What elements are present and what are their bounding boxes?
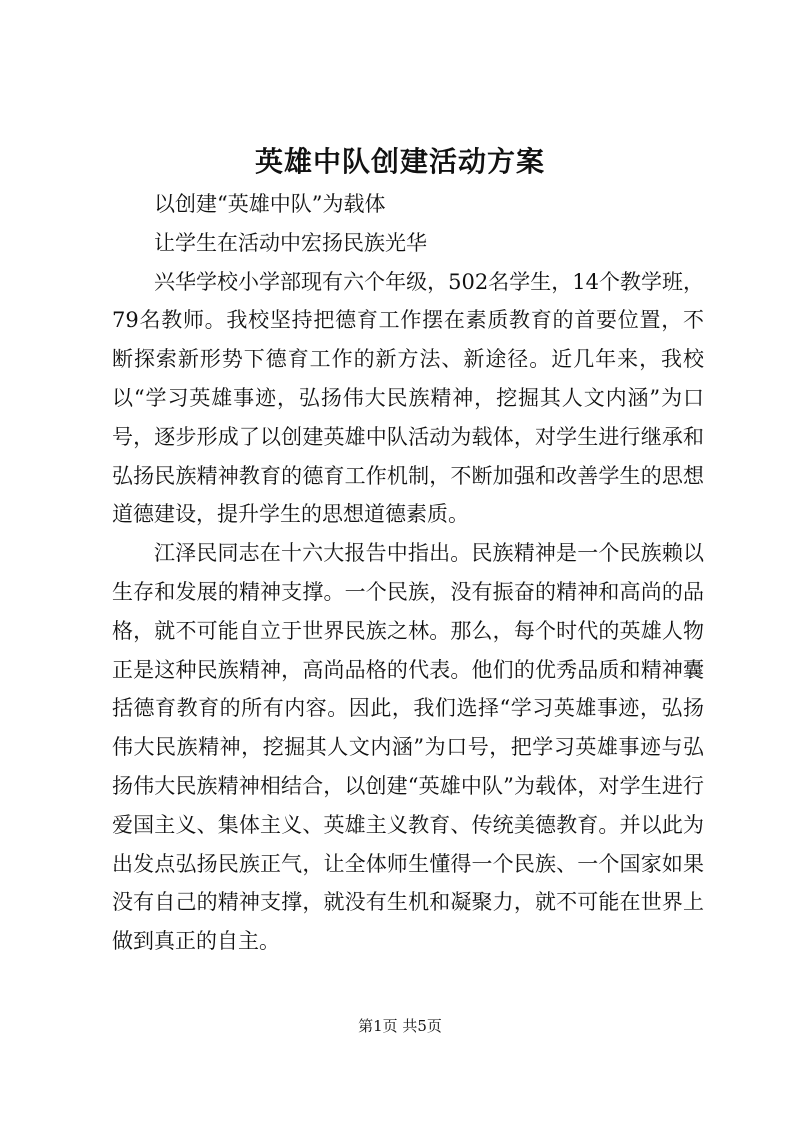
document-body [112, 185, 704, 961]
paragraph-subtitle-1: 以创建“英雄中队”为载体 [154, 192, 386, 216]
document-title: 英雄中队创建活动方案 [254, 145, 545, 178]
paragraph-subtitle-2: 让学生在活动中宏扬民族光华 [154, 230, 427, 255]
paragraph-school-intro: 兴华学校小学部现有六个年级，502名学生，14个教学班，79名教师。我校坚持把德育工作摆在素质教育的首要位置，不断探索新形势下德育工作的新方法、新途径。近几年来，我校以“学习英雄事迹，弘扬伟大民族精神，挖掘其人文内涵”为口号，逐步形成了以创建英雄中队活动为载体，对学生进行继承和弘扬民族精神教育的德育工作机制，不断加强和改善学生的思想道德建设，提升学生的思想道德素质。 [112, 269, 704, 527]
paragraph-national-spirit: 江泽民同志在十六大报告中指出。民族精神是一个民族赖以生存和发展的精神支撑。一个民族，没有振奋的精神和高尚的品格，就不可能自立于世界民族之林。那么，每个时代的英雄人物正是这种民族精神，高尚品格的代表。他们的优秀品质和精神囊括德育教育的所有内容。因此，我们选择“学习英雄事迹，弘扬伟大民族精神，挖掘其人文内涵”为口号，把学习英雄事迹与弘扬伟大民族精神相结合，以创建“英雄中队”为载体，对学生进行爱国主义、集体主义、英雄主义教育、传统美德教育。并以此为出发点弘扬民族正气，让全体师生懂得一个民族、一个国家如果没有自己的精神支撑，就没有生机和凝聚力，就不可能在世界上做到真正的自主。 [112, 541, 704, 954]
page-footer: 第1页 共5页 [358, 1017, 442, 1035]
